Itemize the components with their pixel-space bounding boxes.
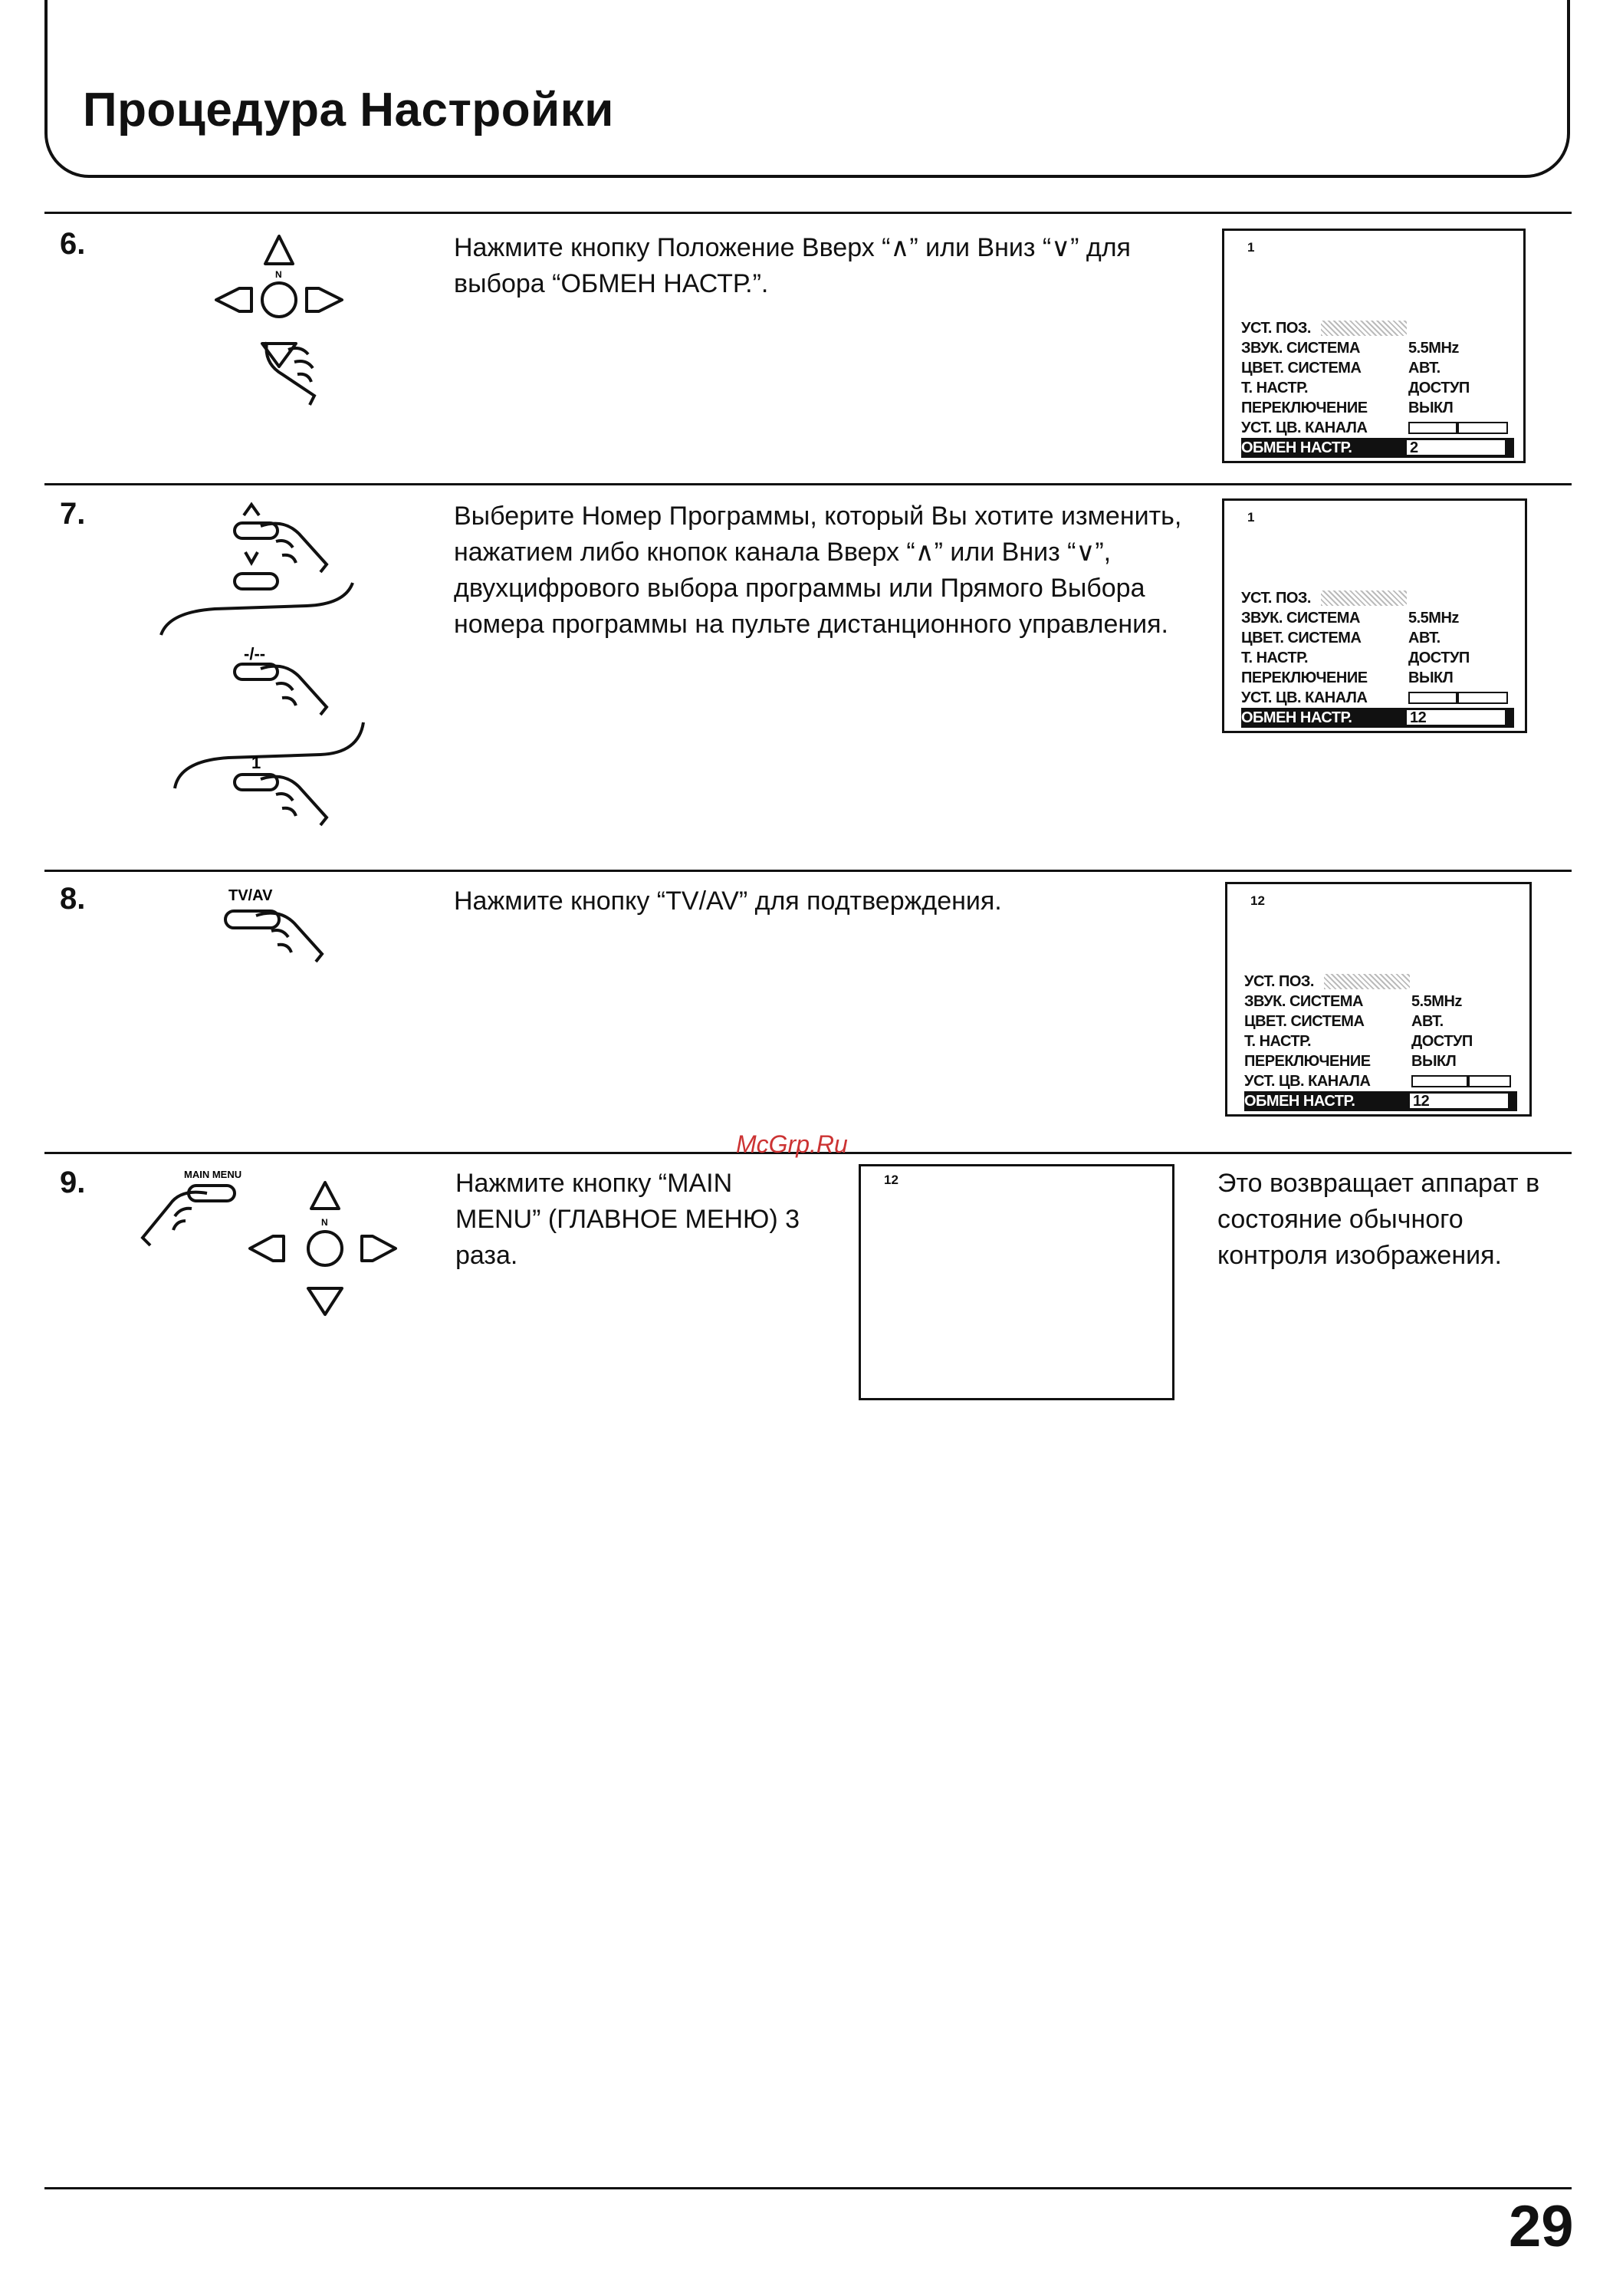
footer-divider xyxy=(44,2187,1572,2189)
menu-value: 5.5MHz xyxy=(1408,610,1459,627)
channel-number: 12 xyxy=(1250,893,1265,908)
menu-row xyxy=(1241,608,1514,628)
step-instruction: Нажмите кнопку “MAIN MENU” (ГЛАВНОЕ МЕНЮ) 3 раза. xyxy=(455,1169,800,1270)
step-instruction: Нажмите кнопку “TV/AV” для подтверждения. xyxy=(454,886,1002,916)
tv-av-button-icon xyxy=(215,882,368,997)
menu-label: УСТ. ПОЗ. xyxy=(1244,973,1314,990)
menu-row xyxy=(1244,972,1517,992)
menu-label: ПЕРЕКЛЮЧЕНИЕ xyxy=(1244,1053,1371,1070)
setup-menu xyxy=(1244,972,1517,1111)
divider xyxy=(44,483,1572,485)
menu-row xyxy=(1244,1011,1517,1031)
step-number: 7. xyxy=(60,497,86,531)
color-bar-tick xyxy=(1467,1075,1470,1087)
menu-value: АВТ. xyxy=(1408,360,1441,377)
tv-screen xyxy=(1222,498,1527,733)
setup-menu xyxy=(1241,588,1514,728)
menu-label: Т. НАСТР. xyxy=(1241,380,1309,396)
page-number: 29 xyxy=(1509,2194,1574,2259)
channel-number: 1 xyxy=(1247,240,1255,255)
menu-value: 2 xyxy=(1407,440,1505,455)
step-number: 9. xyxy=(60,1166,86,1199)
menu-label: ЦВЕТ. СИСТЕМА xyxy=(1244,1013,1365,1030)
tv-screen xyxy=(1222,229,1526,463)
menu-position-pattern xyxy=(1321,590,1407,606)
menu-value: 12 xyxy=(1407,710,1505,725)
menu-row-selected xyxy=(1241,438,1514,458)
menu-row xyxy=(1241,588,1514,608)
color-bar-tick xyxy=(1456,692,1459,704)
color-bar xyxy=(1411,1075,1511,1087)
menu-label: УСТ. ПОЗ. xyxy=(1241,590,1311,607)
menu-value: 12 xyxy=(1410,1094,1508,1108)
step-instruction: Нажмите кнопку Положение Вверх “∧” или Вниз “∨” для выбора “ОБМЕН НАСТР.”. xyxy=(454,233,1131,298)
step-number: 8. xyxy=(60,882,86,916)
menu-value: 5.5MHz xyxy=(1408,340,1459,357)
menu-value: ДОСТУП xyxy=(1408,650,1470,666)
step-instruction: Выберите Номер Программы, который Вы хотите изменить, нажатием либо кнопок канала Вверх “∧” или Вниз “∨”, двухцифрового выбора программы или Прямого Выбора номера программы на пульте дистанционного управления. xyxy=(454,502,1182,639)
menu-label: ЗВУК. СИСТЕМА xyxy=(1241,340,1360,357)
menu-row xyxy=(1244,1071,1517,1091)
step-note: Это возвращает аппарат в состояние обычного контроля изображения. xyxy=(1217,1169,1540,1270)
menu-row xyxy=(1241,688,1514,708)
menu-row-selected xyxy=(1241,708,1514,728)
color-bar xyxy=(1408,692,1508,704)
menu-value: ВЫКЛ xyxy=(1408,400,1454,416)
menu-label: Т. НАСТР. xyxy=(1244,1033,1312,1050)
menu-value: ВЫКЛ xyxy=(1411,1053,1457,1070)
main-menu-button-icon xyxy=(138,1164,422,1333)
button-label: TV/AV xyxy=(228,887,273,904)
page-title: Процедура Настройки xyxy=(83,84,614,137)
menu-position-pattern xyxy=(1324,974,1410,989)
menu-value: АВТ. xyxy=(1411,1013,1444,1030)
menu-label: УСТ. ЦВ. КАНАЛА xyxy=(1244,1073,1371,1090)
menu-label: ОБМЕН НАСТР. xyxy=(1244,1093,1355,1110)
menu-label: ЦВЕТ. СИСТЕМА xyxy=(1241,360,1362,377)
menu-label: УСТ. ЦВ. КАНАЛА xyxy=(1241,419,1368,436)
menu-label: ЗВУК. СИСТЕМА xyxy=(1241,610,1360,627)
menu-row xyxy=(1241,318,1514,338)
menu-position-pattern xyxy=(1321,321,1407,336)
menu-row xyxy=(1241,338,1514,358)
menu-value: ДОСТУП xyxy=(1411,1033,1473,1050)
setup-menu xyxy=(1241,318,1514,458)
remote-position-buttons-icon xyxy=(184,227,376,419)
step-number: 6. xyxy=(60,227,86,261)
menu-label: ЗВУК. СИСТЕМА xyxy=(1244,993,1363,1010)
menu-value: ДОСТУП xyxy=(1408,380,1470,396)
menu-row xyxy=(1244,1051,1517,1071)
menu-row xyxy=(1241,668,1514,688)
channel-number: 1 xyxy=(1247,510,1255,525)
svg-text:N: N xyxy=(321,1217,328,1228)
button-label: 1 xyxy=(251,753,261,772)
menu-label: ОБМЕН НАСТР. xyxy=(1241,709,1352,726)
tv-screen xyxy=(1225,882,1532,1117)
menu-row xyxy=(1241,648,1514,668)
menu-row xyxy=(1241,358,1514,378)
color-bar-tick xyxy=(1456,422,1459,434)
menu-label: ПЕРЕКЛЮЧЕНИЕ xyxy=(1241,669,1368,686)
menu-label: ОБМЕН НАСТР. xyxy=(1241,439,1352,456)
menu-label: Т. НАСТР. xyxy=(1241,650,1309,666)
button-label: MAIN MENU xyxy=(184,1169,242,1180)
menu-row xyxy=(1241,398,1514,418)
menu-value: 5.5MHz xyxy=(1411,993,1462,1010)
menu-label: УСТ. ПОЗ. xyxy=(1241,320,1311,337)
tv-screen xyxy=(859,1164,1174,1400)
menu-row xyxy=(1244,992,1517,1011)
color-bar xyxy=(1408,422,1508,434)
menu-label: УСТ. ЦВ. КАНАЛА xyxy=(1241,689,1368,706)
menu-row-selected xyxy=(1244,1091,1517,1111)
menu-value: АВТ. xyxy=(1408,630,1441,646)
channel-number: 12 xyxy=(884,1173,898,1187)
divider xyxy=(44,870,1572,872)
divider xyxy=(44,212,1572,214)
svg-text:N: N xyxy=(275,269,282,280)
menu-row xyxy=(1241,378,1514,398)
menu-row xyxy=(1241,628,1514,648)
button-label: -/-- xyxy=(244,644,266,663)
menu-label: ЦВЕТ. СИСТЕМА xyxy=(1241,630,1362,646)
remote-channel-buttons-icon xyxy=(161,497,391,850)
menu-row xyxy=(1244,1031,1517,1051)
menu-label: ПЕРЕКЛЮЧЕНИЕ xyxy=(1241,400,1368,416)
menu-row xyxy=(1241,418,1514,438)
menu-value: ВЫКЛ xyxy=(1408,669,1454,686)
watermark: McGrp.Ru xyxy=(736,1130,848,1158)
